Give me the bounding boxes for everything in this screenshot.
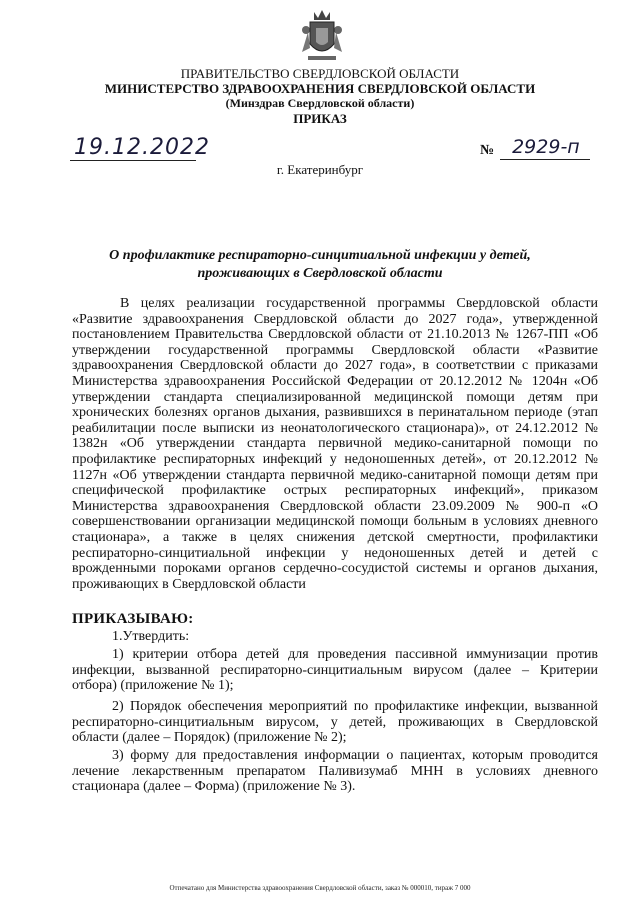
ministry-name: МИНИСТЕРСТВО ЗДРАВООХРАНЕНИЯ СВЕРДЛОВСКОЙ ОБЛАСТИ (104, 81, 536, 96)
document-title: О профилактике респираторно-синцитиальной инфекции у детей, проживающих в Свердловской области (109, 248, 531, 281)
item-1-3: 3) форму для предоставления информации о пациентах, которым проводится лечение лекарственным препаратом Паливизумаб МНН в условиях дневного стационара (далее – Форма) (приложение № 3). (72, 748, 598, 795)
order-word: ПРИКАЗЫВАЮ: (72, 611, 194, 627)
order-number (500, 135, 590, 160)
print-footer: Отпечатано для Министерства здравоохранения Свердловской области, заказ № 000010, тираж 7 000 (169, 884, 471, 892)
city: г. Екатеринбург (276, 162, 364, 177)
order-number-label: № (480, 143, 495, 158)
coat-of-arms-emblem (300, 8, 344, 66)
order-date: 19.12.2022 (70, 136, 196, 161)
government-name: ПРАВИТЕЛЬСТВО СВЕРДЛОВСКОЙ ОБЛАСТИ (180, 66, 460, 81)
preamble-paragraph: В целях реализации государственной программы Свердловской области «Развитие здравоохранения Свердловской области до 2027 года», утвержденной постановлением Правительства Свердловской области от 21.10.2013 № 1267-ПП «Об утверждении государственной программы Свердловской области «Развитие здравоохранения Свердловской области до 2027 года», в соответствии с приказами Министерства здравоохранения Российской Федерации от 20.12.2012 № 1204н «Об утверждении стандарта специализированной медицинской помощи детям при хронических болезнях органов дыхания, развившихся в перинатальном периоде (этап реабилитации после выписки из неонатологического стационара)», от 24.12.2012 № 1382н «Об утверждении стандарта первичной медико-санитарной помощи по профилактике респираторных инфекций у недоношенных детей», от 20.12.2012 № 1127н «Об утверждении стандарта первичной медико-санитарной помощи детям при специфической профилактике острых респираторных инфекций», приказом Министерства здравоохранения Свердловской области 23.09.2009 № 900-п «О совершенствовании организации медицинской помощи больным в условиях дневного стационара», а также в целях снижения детской смертности, профилактики респираторно-синцитиальной инфекции у недоношенных детей и детей с врожденными пороками органов сердечно-сосудистой системы и органов дыхания, проживающих в Свердловской области (72, 296, 598, 592)
item-1: 1.Утвердить: (112, 629, 190, 644)
ministry-short-name: (Минздрав Свердловской области) (225, 96, 415, 110)
item-1-2: 2) Порядок обеспечения мероприятий по профилактике инфекции, вызванной респираторно-синцитиальным вирусом, у детей, проживающих в Свердловской области (далее – Порядок) (приложение № 2); (72, 699, 598, 746)
order-number-value: 2929-п (512, 136, 580, 158)
item-1-1: 1) критерии отбора детей для проведения пассивной иммунизации против инфекции, вызванной респираторно-синцитиальным вирусом (далее – Критерии отбора) (приложение № 1); (72, 647, 598, 694)
document-type: ПРИКАЗ (293, 111, 347, 126)
